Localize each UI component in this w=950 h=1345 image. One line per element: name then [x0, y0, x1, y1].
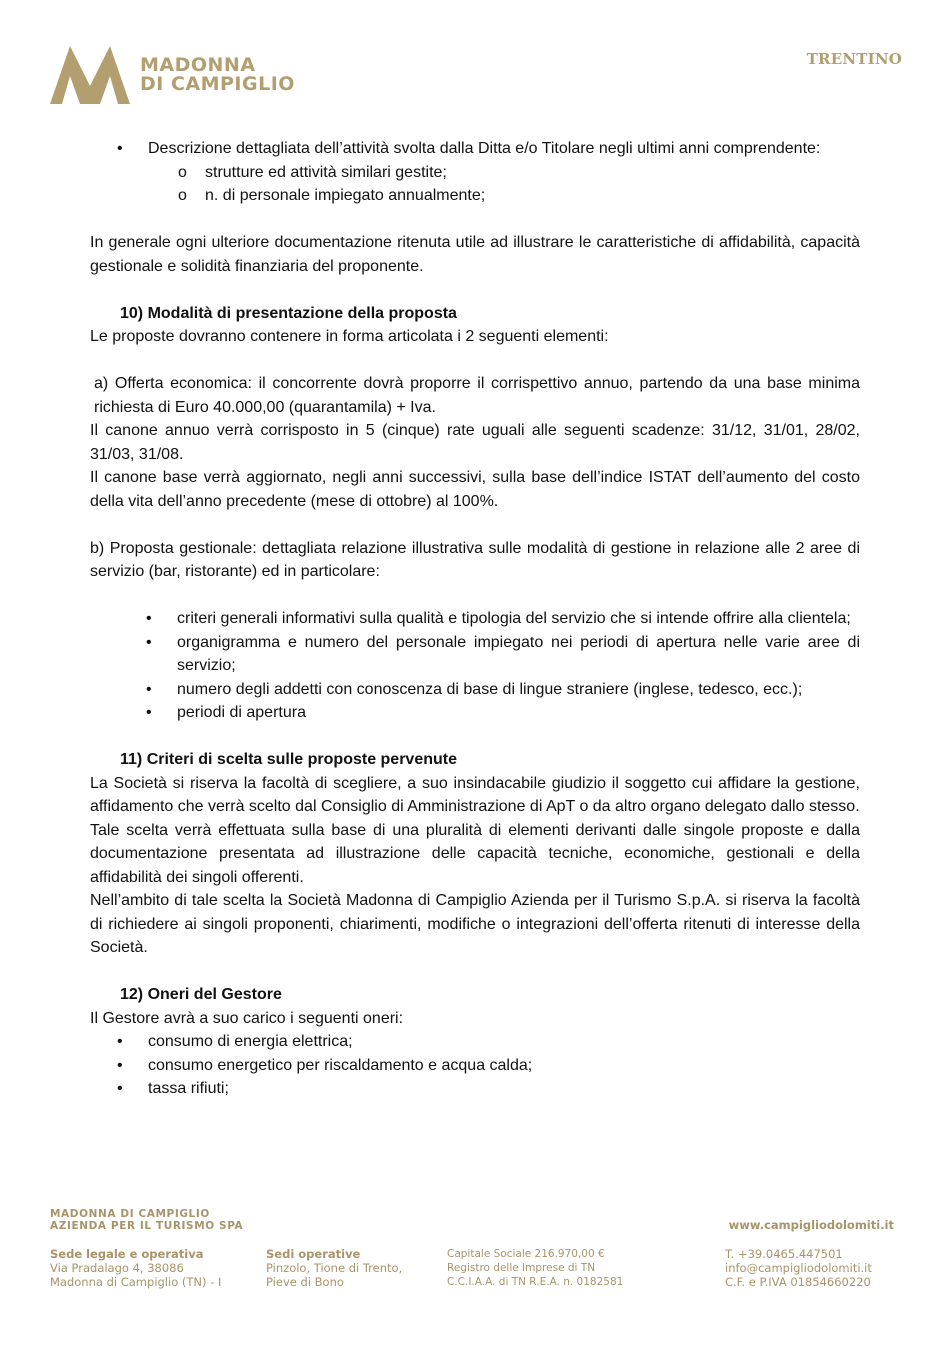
paragraph: Tale scelta verrà effettuata sulla base di una pluralità di elementi derivanti dalle singole proposte e dalla documentazione presentata ad illustrazione delle capacità tecniche, economiche, gestionali e della affidabilità dei singoli offerenti. [90, 821, 860, 886]
footer-contacts: T. +39.0465.447501 info@campigliodolomiti.it C.F. e P.IVA 01854660220 [725, 1247, 872, 1289]
section-heading-12: 12) Oneri del Gestore [120, 986, 282, 1003]
footer-sede-legale: Sede legale e operativa Via Pradalago 4, 38086 Madonna di Campiglio (TN) - I [50, 1247, 222, 1289]
logo-wordmark [140, 56, 295, 94]
bullet-icon: • [117, 1033, 123, 1050]
list-item: • Descrizione dettagliata dell’attività svolta dalla Ditta e/o Titolare negli ultimi anni comprendente: [90, 137, 860, 161]
paragraph: In generale ogni ulteriore documentazione ritenuta utile ad illustrare le caratteristiche di affidabilità, capacità gestionale e solidità finanziaria del proponente. [90, 234, 860, 275]
trentino-logo: TRENTINO [806, 50, 902, 68]
madonna-di-campiglio-logo [50, 46, 295, 104]
footer-email-link[interactable]: info@campigliodolomiti.it [725, 1261, 872, 1275]
section-heading-11: 11) Criteri di scelta sulle proposte pervenute [120, 751, 457, 768]
list-item: • criteri generali informativi sulla qualità e tipologia del servizio che si intende offrire alla clientela; [90, 607, 860, 631]
paragraph: Il canone annuo verrà corrisposto in 5 (cinque) rate uguali alle seguenti scadenze: 31/12, 31/01, 28/02, 31/03, 31/08. [90, 422, 860, 463]
footer-sedi-operative: Sedi operative Pinzolo, Tione di Trento, Pieve di Bono [266, 1247, 403, 1289]
bullet-icon: • [146, 704, 152, 721]
bullet-icon: • [117, 1080, 123, 1097]
list-item: • consumo energetico per riscaldamento e acqua calda; [90, 1054, 860, 1078]
sub-list-item: o strutture ed attività similari gestite; [90, 161, 860, 185]
document-body [90, 137, 860, 1101]
circle-bullet-icon: o [178, 187, 187, 204]
footer-company: MADONNA DI CAMPIGLIO AZIENDA PER IL TURISMO SPA [50, 1208, 244, 1232]
paragraph: Nell’ambito di tale scelta la Società Madonna di Campiglio Azienda per il Turismo S.p.A. si riserva la facoltà di richiedere ai singoli proponenti, chiarimenti, modifiche o integrazioni dell’offerta ritenuti di interesse della Società. [90, 892, 860, 956]
paragraph: Il Gestore avrà a suo carico i seguenti oneri: [90, 1009, 404, 1027]
bullet-icon: • [146, 680, 152, 698]
list-item: • organigramma e numero del personale impiegato nei periodi di apertura nelle varie aree di servizio; [90, 631, 860, 678]
paragraph: a) Offerta economica: il concorrente dovrà proporre il corrispettivo annuo, partendo da una base minima richiesta di Euro 40.000,00 (quarantamila) + Iva. [94, 375, 860, 416]
logo-line-2: DI CAMPIGLIO [140, 73, 295, 95]
paragraph: b) Proposta gestionale: dettagliata relazione illustrativa sulle modalità di gestione in relazione alle 2 aree di servizio (bar, ristorante) ed in particolare: [90, 539, 860, 580]
bullet-icon: • [117, 140, 123, 157]
logo-m-icon [50, 46, 130, 104]
paragraph: Le proposte dovranno contenere in forma articolata i 2 seguenti elementi: [90, 328, 609, 345]
paragraph: Il canone base verrà aggiornato, negli anni successivi, sulla base dell’indice ISTAT dell’aumento del costo della vita dell’anno precedente (mese di ottobre) al 100%. [90, 469, 860, 510]
list-item: • periodi di apertura [90, 701, 860, 725]
logo-line-1: MADONNA [140, 54, 256, 76]
bullet-icon: • [146, 633, 152, 651]
list-item: • tassa rifiuti; [90, 1077, 860, 1101]
footer-website-link[interactable]: www.campigliodolomiti.it [728, 1218, 894, 1232]
circle-bullet-icon: o [178, 163, 187, 181]
bullet-icon: • [146, 610, 152, 627]
bullet-icon: • [117, 1056, 123, 1074]
section-heading-10: 10) Modalità di presentazione della proposta [120, 304, 457, 322]
list-item: • numero degli addetti con conoscenza di base di lingue straniere (inglese, tedesco, ecc.); [90, 678, 860, 702]
footer-registry-info: Capitale Sociale 216.970,00 € Registro delle Imprese di TN C.C.I.A.A. di TN R.E.A. n. 0182581 [447, 1248, 624, 1288]
list-item: • consumo di energia elettrica; [90, 1030, 860, 1054]
sub-list-item: o n. di personale impiegato annualmente; [90, 184, 860, 208]
paragraph: La Società si riserva la facoltà di scegliere, a suo insindacabile giudizio il soggetto cui affidare la gestione, affidamento che verrà scelto dal Consiglio di Amministrazione di ApT o da altro organo delegato dallo stesso. [90, 774, 860, 815]
